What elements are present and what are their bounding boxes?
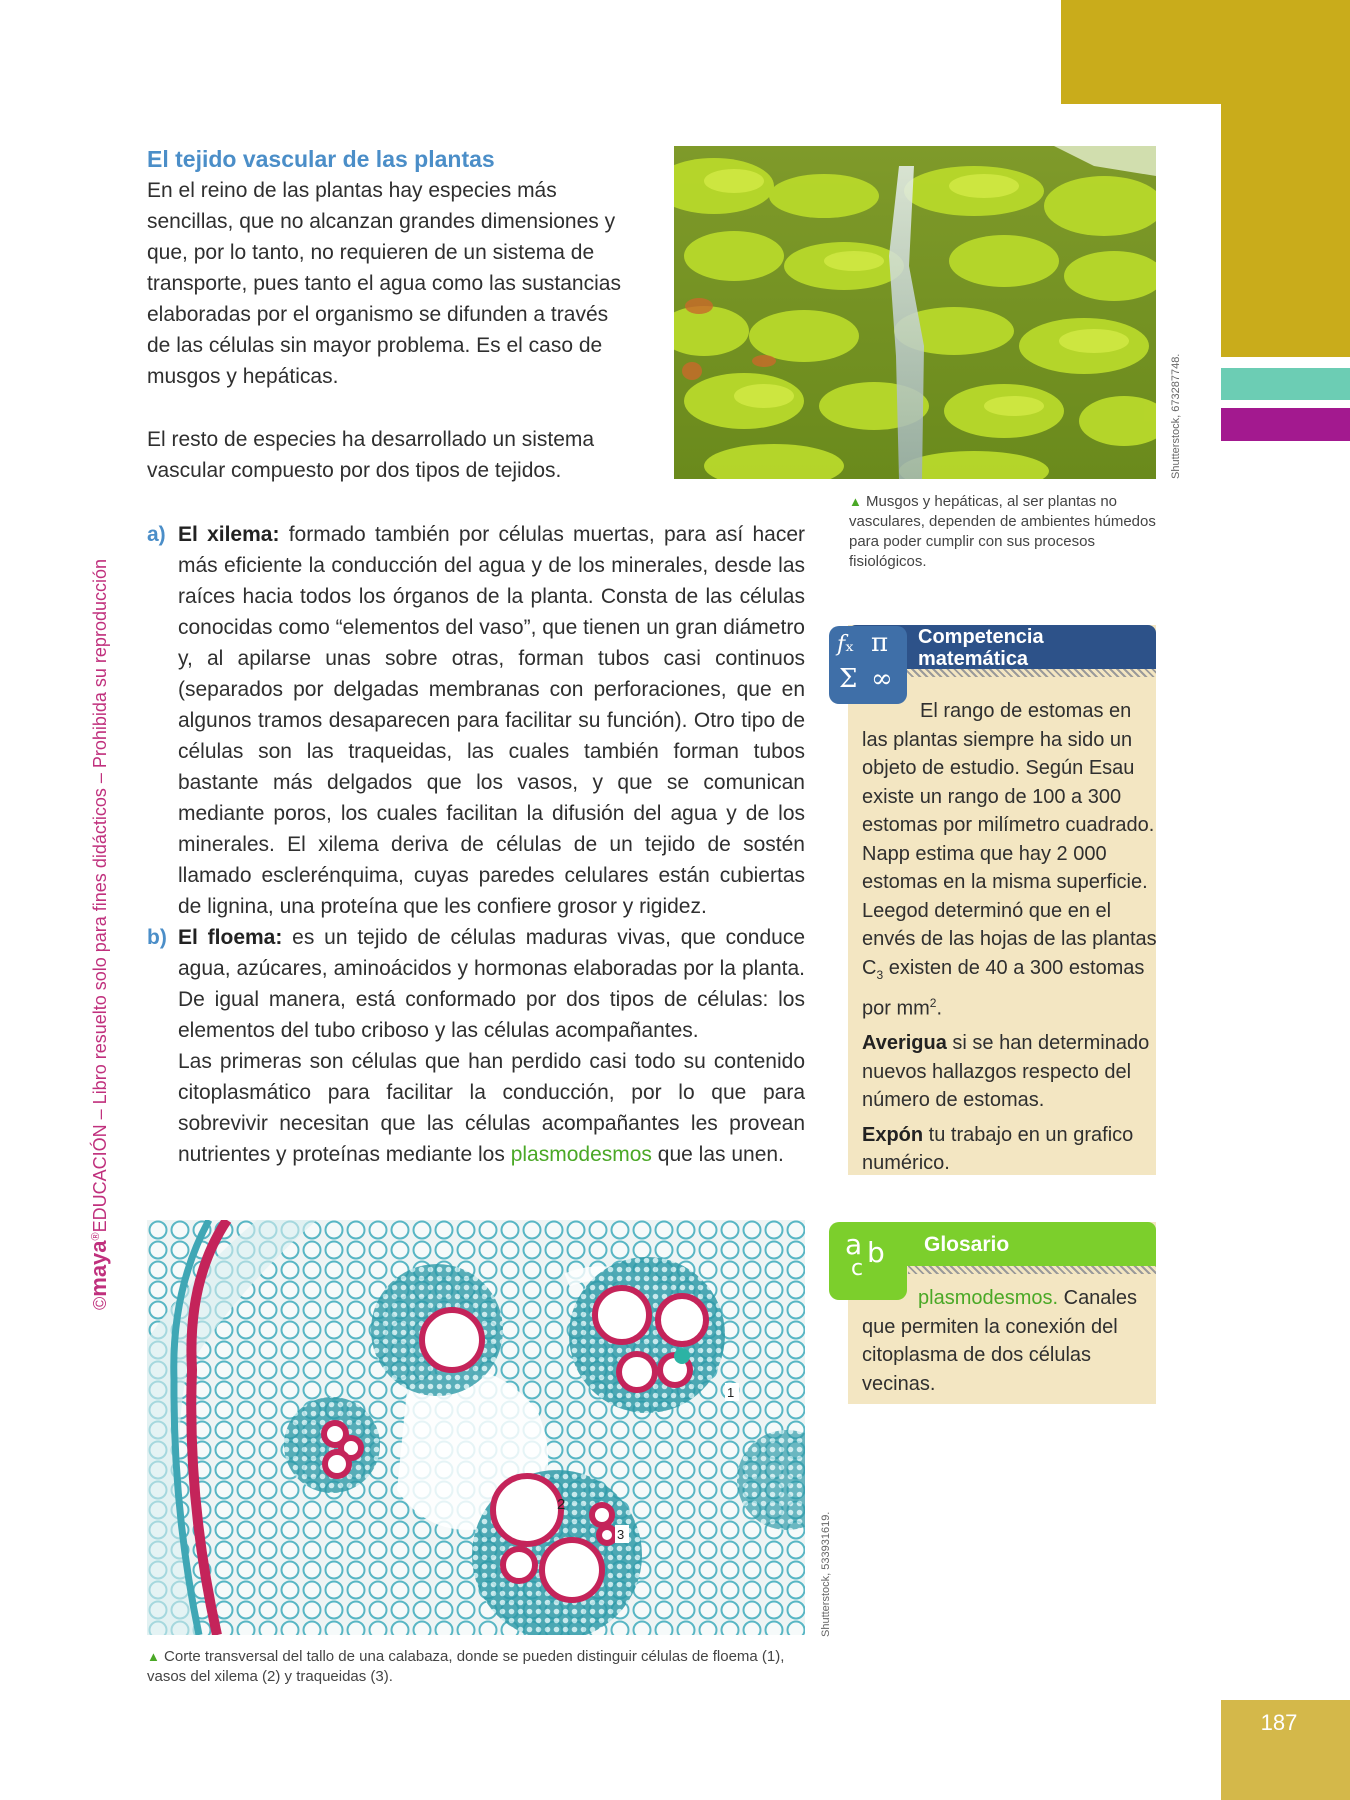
- label-xilema: 2: [557, 1496, 566, 1513]
- glyph-a: a: [845, 1228, 863, 1261]
- competencia-title-line1: Competencia: [918, 626, 1044, 648]
- label-floema: 1: [727, 1385, 735, 1400]
- stem-photo-credit: Shutterstock, 533931619.: [820, 1511, 832, 1637]
- glosario-title: Glosario: [924, 1233, 1010, 1256]
- moss-photo: [674, 146, 1156, 479]
- competencia-body: [862, 697, 1158, 1178]
- header-stripes: [908, 1266, 1156, 1274]
- pi-glyph: π: [871, 628, 889, 658]
- math-icon: [829, 626, 907, 704]
- estomas-end: .: [936, 997, 943, 1020]
- competencia-paragraph-3: [862, 1121, 1158, 1178]
- glossary-term: plasmodesmos.: [918, 1287, 1059, 1309]
- estomas-text-2: existen de 40 a 300 estomas por mm: [862, 956, 1145, 1020]
- stem-cross-section-photo: [147, 1220, 805, 1635]
- moss-caption-text: Musgos y hepáticas, al ser plantas no vasculares, dependen de ambientes húmedos para poder cumplir con sus procesos fisiológicos.: [849, 493, 1156, 570]
- expon-text: tu trabajo en un grafico numérico.: [862, 1123, 1134, 1175]
- list-item-xilema: [147, 519, 805, 922]
- glosario-definition: [862, 1284, 1154, 1398]
- decorative-gold-block: [1061, 0, 1350, 104]
- stem-photo-caption: [147, 1647, 807, 1687]
- term-floema: El floema:: [178, 926, 283, 949]
- competencia-paragraph-1: [862, 697, 1158, 1023]
- moss-photo-credit: Shutterstock, 673287748.: [1170, 353, 1182, 479]
- decorative-magenta-band: [1221, 408, 1350, 441]
- list-letter-a: a): [147, 523, 166, 546]
- competencia-title: [918, 626, 1148, 670]
- decorative-teal-band: [1221, 368, 1350, 400]
- function-glyph: 𝑓ₓ: [837, 632, 855, 657]
- superscript: 2: [929, 996, 937, 1010]
- glossary-definition-text: Canales que permiten la conexión del citoplasma de dos células vecinas.: [862, 1287, 1137, 1395]
- estomas-text: El rango de estomas en las plantas siempre ha sido un objeto de estudio. Según Esau existe un rango de 100 a 300 estomas por milímetro cuadrado. Napp estima que hay 2 000 estomas en la misma superficie. Leegod determinó que en el envés de las hojas de las plantas C: [862, 700, 1157, 979]
- registered-mark: ®: [90, 1232, 102, 1241]
- sigma-glyph: Σ: [839, 664, 858, 694]
- decorative-gold-strip: [1221, 104, 1350, 357]
- copyright-text: EDUCACIÓN – Libro resuelto solo para fines didácticos – Prohibida su reproducción: [90, 559, 110, 1233]
- glyph-b: b: [867, 1236, 885, 1269]
- floema-continuation-end: que las unen.: [657, 1143, 784, 1166]
- glyph-c: c: [851, 1256, 864, 1281]
- caption-triangle-icon: ▲: [849, 494, 862, 509]
- competencia-paragraph-2: [862, 1029, 1158, 1115]
- list-letter-b: b): [147, 926, 167, 949]
- xilema-description: formado también por células muertas, para así hacer más eficiente la conducción del agua y de los minerales, desde las raíces hacia todos los órganos de la planta. Consta de las células conocidas como “elementos del vaso”, que tienen un gran diámetro y, al apilarse unas sobre otras, forman tubos casi continuos (separados por delgadas membranas con perforaciones, que en algunos tramos desaparecen para facilitar su función). Otro tipo de células son las traqueidas, las cuales también forman tubos bastante más delgados que los vasos, y que se comunican mediante poros, los cuales facilitan la difusión del agua y de los minerales. El xilema deriva de células de un tejido de sostén llamado esclerénquima, cuyas paredes celulares están cubiertas de lignina, una proteína que les confiere grosor y rigidez.: [178, 523, 805, 918]
- competencia-title-line2: matemática: [918, 648, 1029, 670]
- copyright-symbol: ©: [90, 1296, 110, 1310]
- tissue-list: [147, 519, 805, 1170]
- averigua-text: si se han determinado nuevos hallazgos respecto del número de estomas.: [862, 1032, 1150, 1112]
- intro-paragraph: En el reino de las plantas hay especies más sencillas, que no alcanzan grandes dimensiones y que, por lo tanto, no requieren de un sistema de transporte, pues tanto el agua como las sustancias elaboradas por el organismo se difunden a través de las células sin mayor problema. Es el caso de musgos y hepáticas.: [147, 179, 621, 388]
- stem-caption-text: Corte transversal del tallo de una calabaza, donde se pueden distinguir células de floema (1), vasos del xilema (2) y traqueidas (3).: [147, 1648, 785, 1685]
- term-xilema: El xilema:: [178, 523, 280, 546]
- vascular-paragraph: El resto de especies ha desarrollado un sistema vascular compuesto por dos tipos de tejidos.: [147, 428, 595, 482]
- moss-photo-caption: [849, 492, 1159, 572]
- copyright-notice: [86, 559, 112, 1310]
- caption-triangle-icon: ▲: [147, 1649, 160, 1664]
- infinity-glyph: ∞: [871, 664, 893, 694]
- averigua-label: Averigua: [862, 1032, 947, 1055]
- section-title: El tejido vascular de las plantas: [147, 146, 495, 172]
- label-traqueidas: 3: [617, 1527, 625, 1542]
- list-item-floema: [147, 922, 805, 1046]
- page-number: 187: [1260, 1710, 1298, 1735]
- subscript: 3: [876, 967, 884, 982]
- publisher-logo: maya: [86, 1240, 111, 1297]
- expon-label: Expón: [862, 1123, 924, 1146]
- floema-continuation: [147, 1046, 805, 1170]
- floema-continuation-text: Las primeras son células que han perdido casi todo su contenido citoplasmático para facilitar la conducción, por lo que para sobrevivir necesitan que las células acompañantes les provean nutrientes y proteínas mediante los: [178, 1050, 805, 1166]
- glossary-term-link[interactable]: plasmodesmos: [510, 1143, 652, 1166]
- floema-description: es un tejido de células maduras vivas, que conduce agua, azúcares, aminoácidos y hormonas elaboradas por la planta. De igual manera, está conformado por dos tipos de células: los elementos del tubo criboso y las células acompañantes.: [178, 926, 805, 1042]
